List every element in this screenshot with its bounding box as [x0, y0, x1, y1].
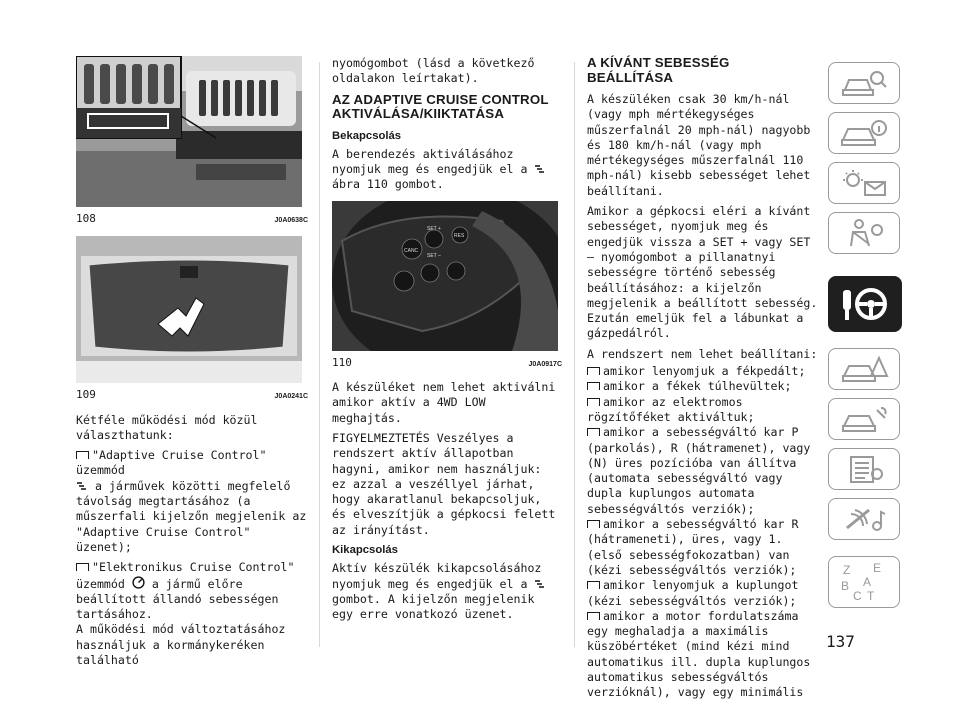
column-divider	[319, 62, 320, 647]
acc-distance-icon	[76, 481, 88, 491]
car-front-illustration	[76, 56, 302, 207]
paragraph: Kétféle működési mód közül választhatunk:	[76, 412, 258, 442]
seatbelt-icon	[839, 218, 889, 248]
bullet-item: amikor a sebességváltó kar R (hátrameneti), üres, vagy 1. (első sebességfokozatban) van (kézi sebességváltós verziók);	[587, 517, 799, 577]
warning-paragraph: FIGYELMEZTETÉS Veszélyes a rendszert aktív állapotban hagyni, amikor nem használjuk: ez azzal a veszéllyel járhat, hogy akaratlanul bekapcsoljuk, és elveszítjük a gépkocsi felett az irányítást.	[332, 430, 556, 537]
bullet-icon	[587, 612, 600, 620]
section-heading: A KÍVÁNT SEBESSÉG BEÁLLÍTÁSA	[587, 55, 730, 85]
acc-distance-icon	[534, 164, 546, 174]
car-wrench-icon	[839, 404, 889, 434]
key-steering-wheel-icon	[837, 284, 893, 324]
bullet-item: amikor lenyomjuk a kuplungot (kézi sebességváltós verziók);	[587, 578, 799, 608]
page-number: 137	[826, 632, 855, 651]
bullet-icon	[587, 367, 600, 375]
figure-109-windshield	[76, 236, 302, 383]
paragraph: Amikor a gépkocsi eléri a kívánt sebességet, nyomjuk meg és engedjük vissza a SET + vagy SET – nyomógombot a pillanatnyi sebességre történő sebesség beállításához: a kijelzőn megjelenik a beállított sebesség. Ezután emeljük fel a lábunkat a gázpedálról.	[587, 204, 818, 341]
nav-tab-index[interactable]	[828, 556, 900, 608]
figure-code: J0A0241C	[274, 393, 308, 401]
svg-text:T: T	[867, 589, 875, 603]
alphabet-index-icon	[837, 560, 891, 604]
bullet-icon	[587, 428, 600, 436]
figure-caption	[76, 387, 308, 404]
cruise-control-icon	[132, 576, 145, 589]
bullet-icon	[587, 581, 600, 589]
wheel-label-res: RES	[454, 232, 465, 239]
bullet-item: amikor a fékek túlhevültek;	[587, 379, 819, 394]
nav-tab-lights-messages[interactable]	[828, 162, 900, 204]
steering-wheel-illustration	[332, 201, 558, 351]
warning-triangle-car-icon	[839, 354, 889, 384]
bullet-icon	[587, 398, 600, 406]
bullet-item: "Adaptive Cruise Control" üzemmód	[76, 448, 267, 478]
figure-caption	[76, 211, 308, 228]
svg-text:C: C	[853, 589, 862, 603]
svg-text:Z: Z	[843, 563, 851, 577]
svg-text:B: B	[841, 579, 850, 593]
bullet-icon	[76, 563, 89, 571]
nav-tab-technical-data[interactable]	[828, 448, 900, 490]
car-search-icon	[839, 68, 889, 98]
bullet-icon	[587, 520, 600, 528]
nav-tab-multimedia[interactable]	[828, 498, 900, 540]
figure-code: J0A0917C	[528, 360, 562, 368]
bullet-item: "Elektronikus Cruise Control" üzemmód a jármű előre beállított állandó sebességen tartásához.	[76, 560, 295, 622]
paragraph: A működési mód változtatásához használjuk a kormánykeréken található	[76, 622, 286, 668]
bullet-item: amikor a motor fordulatszáma egy meghaladja a maximális küszöbértéket (mind kézi mind automatikus ill. dupla kuplungos automatikus sebességváltós verzióknál), vagy egy minimális	[587, 608, 811, 700]
bullet-item: amikor az elektromos rögzítőféket aktiváltuk;	[587, 394, 755, 424]
column-middle	[332, 56, 562, 628]
paragraph: A készüléken csak 30 km/h-nál (vagy mph mértékegységes műszerfalnál 20 mph-nál) nagyobb és 180 km/h-nál (vagy mph mértékegységes műszerfalnál 110 mph-nál) kisebb sebességet lehet beállítani.	[587, 92, 811, 198]
paragraph: nyomógombot (lásd a következő oldalakon leírtakat).	[332, 56, 535, 86]
windshield-illustration	[76, 236, 302, 383]
subheading: Bekapcsolás	[332, 129, 402, 142]
column-divider	[574, 62, 575, 647]
svg-text:E: E	[873, 561, 882, 575]
paragraph: Aktív készülék kikapcsolásához nyomjuk meg és engedjük el a gombot. A kijelzőn megjelenik egy erre vonatkozó üzenet.	[332, 561, 562, 622]
wheel-label-canc: CANC	[404, 247, 419, 254]
paragraph: A készüléket nem lehet aktiválni amikor aktív a 4WD LOW meghajtás.	[332, 380, 556, 425]
section-heading: AZ ADAPTIVE CRUISE CONTROL AKTIVÁLÁSA/KIIKTATÁSA	[332, 91, 549, 122]
figure-110-steering-wheel	[332, 201, 558, 351]
nav-tab-car-info[interactable]	[828, 112, 900, 154]
bullet-item: amikor a sebességváltó kar P (parkolás), R (hátramenet), vagy (N) üres pozícióba van állítva (automata sebességváltó vagy dupla kuplungos automata sebességváltós verziók);	[587, 425, 811, 516]
technical-list-icon	[839, 454, 889, 484]
figure-108-car-front	[76, 56, 302, 207]
subheading: Kikapcsolás	[332, 544, 398, 557]
bullet-item-cont: a járművek közötti megfelelő távolság megtartásához (a műszerfali kijelzőn megjelenik az "Adaptive Cruise Control" üzenet);	[76, 478, 307, 554]
bullet-item: amikor lenyomjuk a fékpedált;	[587, 364, 819, 379]
nav-tab-starting-driving[interactable]	[828, 276, 902, 332]
multimedia-icon	[839, 504, 889, 534]
warning-lights-icon	[839, 168, 889, 198]
paragraph: A berendezés aktiválásához nyomjuk meg és engedjük el a ábra 110 gombot.	[332, 147, 562, 193]
nav-tab-servicing[interactable]	[828, 398, 900, 440]
figure-number: 108	[76, 212, 96, 225]
bullet-icon	[76, 451, 89, 459]
nav-tab-safety[interactable]	[828, 212, 900, 254]
condition-list	[587, 364, 819, 701]
acc-distance-icon	[534, 579, 546, 589]
paragraph: A rendszert nem lehet beállítani:	[587, 346, 818, 361]
figure-number: 109	[76, 388, 96, 402]
bullet-icon	[587, 382, 600, 390]
figure-caption	[332, 355, 562, 372]
column-left	[76, 56, 308, 673]
car-info-icon	[839, 118, 889, 148]
svg-text:A: A	[863, 575, 872, 589]
nav-tab-dashboard-info[interactable]	[828, 62, 900, 104]
wheel-label-set-minus: SET –	[427, 252, 441, 259]
nav-tab-emergency[interactable]	[828, 348, 900, 390]
figure-code: J0A0638C	[274, 217, 308, 224]
wheel-label-set-plus: SET +	[427, 225, 441, 232]
column-right	[587, 56, 819, 701]
figure-number: 110	[332, 355, 352, 369]
